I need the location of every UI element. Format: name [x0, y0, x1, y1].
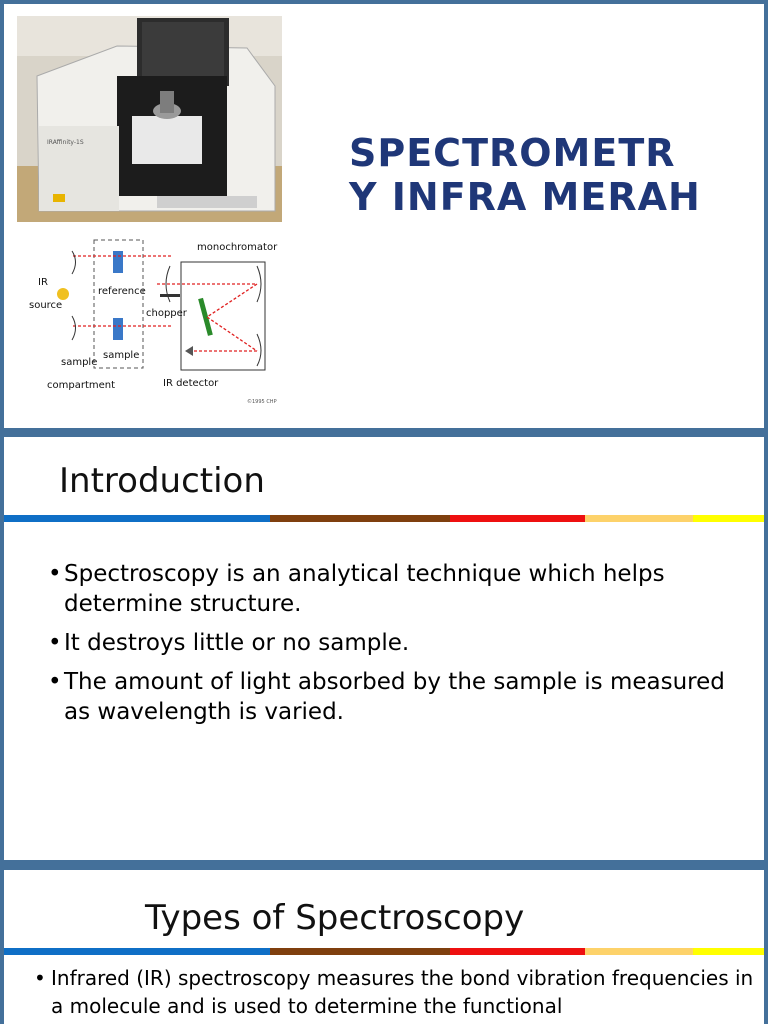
label-ir-detector: IR detector: [163, 378, 219, 389]
section-heading: Types of Spectroscopy: [145, 898, 525, 938]
label-copyright: ©1995 CHP: [247, 399, 277, 405]
list-item: [48, 559, 738, 619]
label-sample-compartment-1: sample: [61, 357, 98, 368]
bullet-marker: •: [48, 630, 62, 656]
sample-cell: [113, 318, 123, 340]
color-stripe: [4, 948, 764, 955]
title-slide: [4, 4, 764, 428]
list-item: [34, 964, 754, 1020]
bullet-marker: •: [48, 669, 62, 695]
label-ir: IR: [38, 277, 48, 288]
bullet-text: Spectroscopy is an analytical technique which helps determine structure.: [64, 561, 665, 617]
photo-brand-text: IRAffinity-1S: [47, 139, 84, 146]
ir-spectrometer-diagram: [17, 236, 279, 406]
title-line-2: Y INFRA MERAH: [349, 175, 701, 219]
ir-source-lamp: [57, 288, 69, 300]
label-reference: reference: [98, 286, 146, 297]
introduction-slide: [4, 437, 764, 860]
list-item: [48, 667, 738, 727]
reference-cell: [113, 251, 123, 273]
section-heading: Introduction: [59, 461, 265, 501]
spectrometer-photo: [17, 16, 282, 222]
bullet-list: [48, 559, 738, 736]
title-line-1: SPECTROMETR: [349, 131, 676, 175]
label-monochromator: monochromator: [197, 242, 278, 253]
color-stripe: [4, 515, 764, 522]
bullet-marker: •: [48, 561, 62, 587]
types-of-spectroscopy-slide: [4, 870, 764, 1024]
bullet-marker: •: [34, 966, 46, 990]
bullet-text: It destroys little or no sample.: [64, 630, 410, 656]
label-chopper: chopper: [146, 308, 187, 319]
bullet-text: The amount of light absorbed by the sample is measured as wavelength is varied.: [64, 669, 725, 725]
bullet-list: [34, 964, 754, 1020]
label-sample: sample: [103, 350, 140, 361]
list-item: [48, 628, 738, 658]
label-source: source: [29, 300, 63, 311]
bullet-text: Infrared (IR) spectroscopy measures the bond vibration frequencies in a molecule and is used to determine the functional: [51, 966, 754, 1018]
slide-title: [349, 131, 749, 219]
label-sample-compartment-2: compartment: [47, 380, 116, 391]
